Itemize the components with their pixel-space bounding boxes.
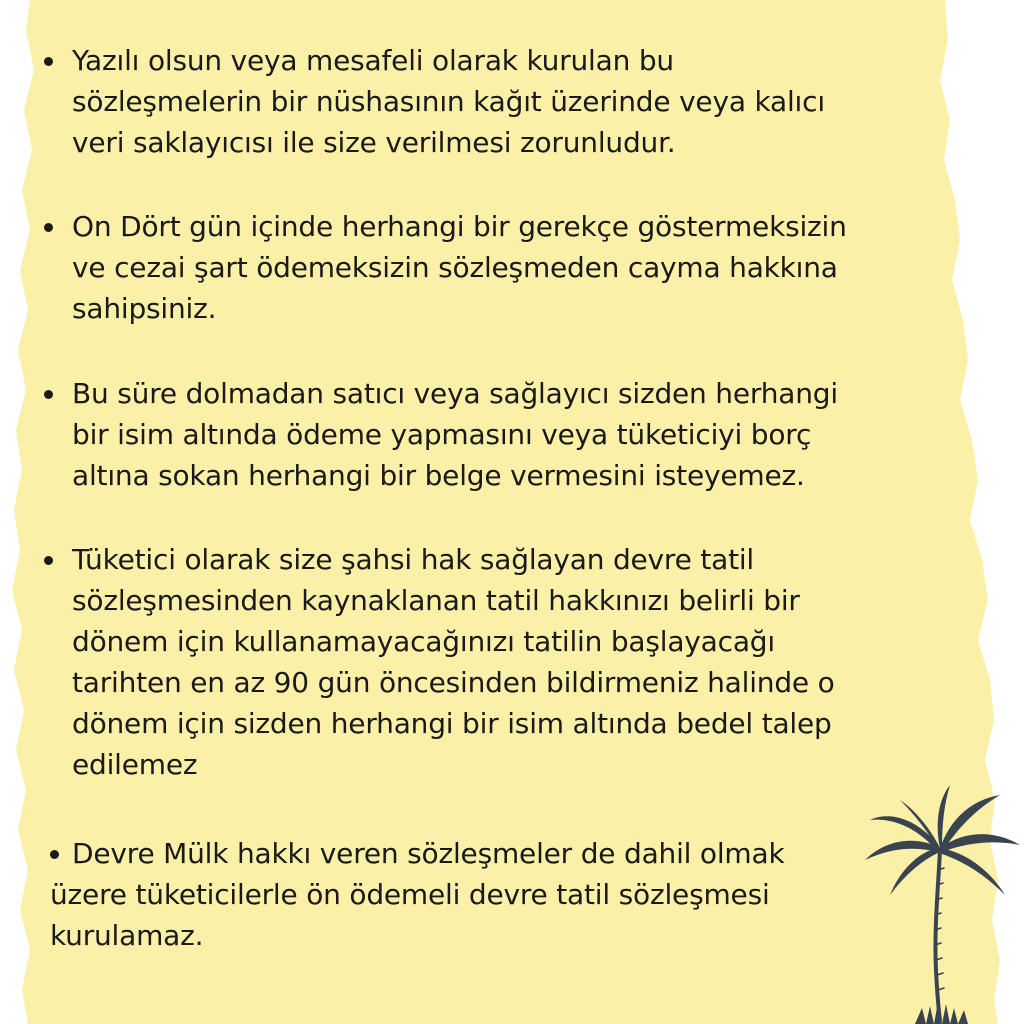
bullet-icon [44,390,53,399]
list-item-line: ve cezai şart ödemeksizin sözleşmeden cayma hakkına [72,251,838,284]
list-item-line: altına sokan herhangi bir belge vermesini isteyemez. [72,459,805,492]
list-item-line: edilemez [72,748,198,781]
list-item-line: bir isim altında ödeme yapmasını veya tüketiciyi borç [72,418,812,451]
list-item [44,40,825,163]
list-item-line: Yazılı olsun veya mesafeli olarak kurulan bu [72,44,674,77]
list-item-line: sözleşmelerin bir nüshasının kağıt üzerinde veya kalıcı [72,85,825,118]
list-item [50,833,785,956]
list-item-line: kurulamaz. [50,919,204,952]
list-item-line: tarihten en az 90 gün öncesinden bildirmeniz halinde o [72,666,835,699]
list-item-line: dönem için sizden herhangi bir isim altında bedel talep [72,707,832,740]
palm-tree-icon [860,780,1024,1024]
bullet-icon [44,57,53,66]
list-item-line: dönem için kullanamayacağınızı tatilin başlayacağı [72,625,775,658]
list-item [44,206,847,329]
list-item-line: sahipsiniz. [72,292,217,325]
bullet-icon [44,556,53,565]
list-item-line: üzere tüketicilerle ön ödemeli devre tatil sözleşmesi [50,878,770,911]
list-item-line: Devre Mülk hakkı veren sözleşmeler de dahil olmak [72,837,785,870]
bullet-icon [50,850,59,859]
list-item-line: sözleşmesinden kaynaklanan tatil hakkınızı belirli bir [72,584,800,617]
list-item-line: Tüketici olarak size şahsi hak sağlayan devre tatil [72,543,755,576]
list-item [44,539,835,785]
bullet-icon [44,223,53,232]
list-item [44,373,838,496]
list-item-line: Bu süre dolmadan satıcı veya sağlayıcı sizden herhangi [72,377,838,410]
list-item-line: veri saklayıcısı ile size verilmesi zorunludur. [72,126,676,159]
list-item-line: On Dört gün içinde herhangi bir gerekçe göstermeksizin [72,210,847,243]
